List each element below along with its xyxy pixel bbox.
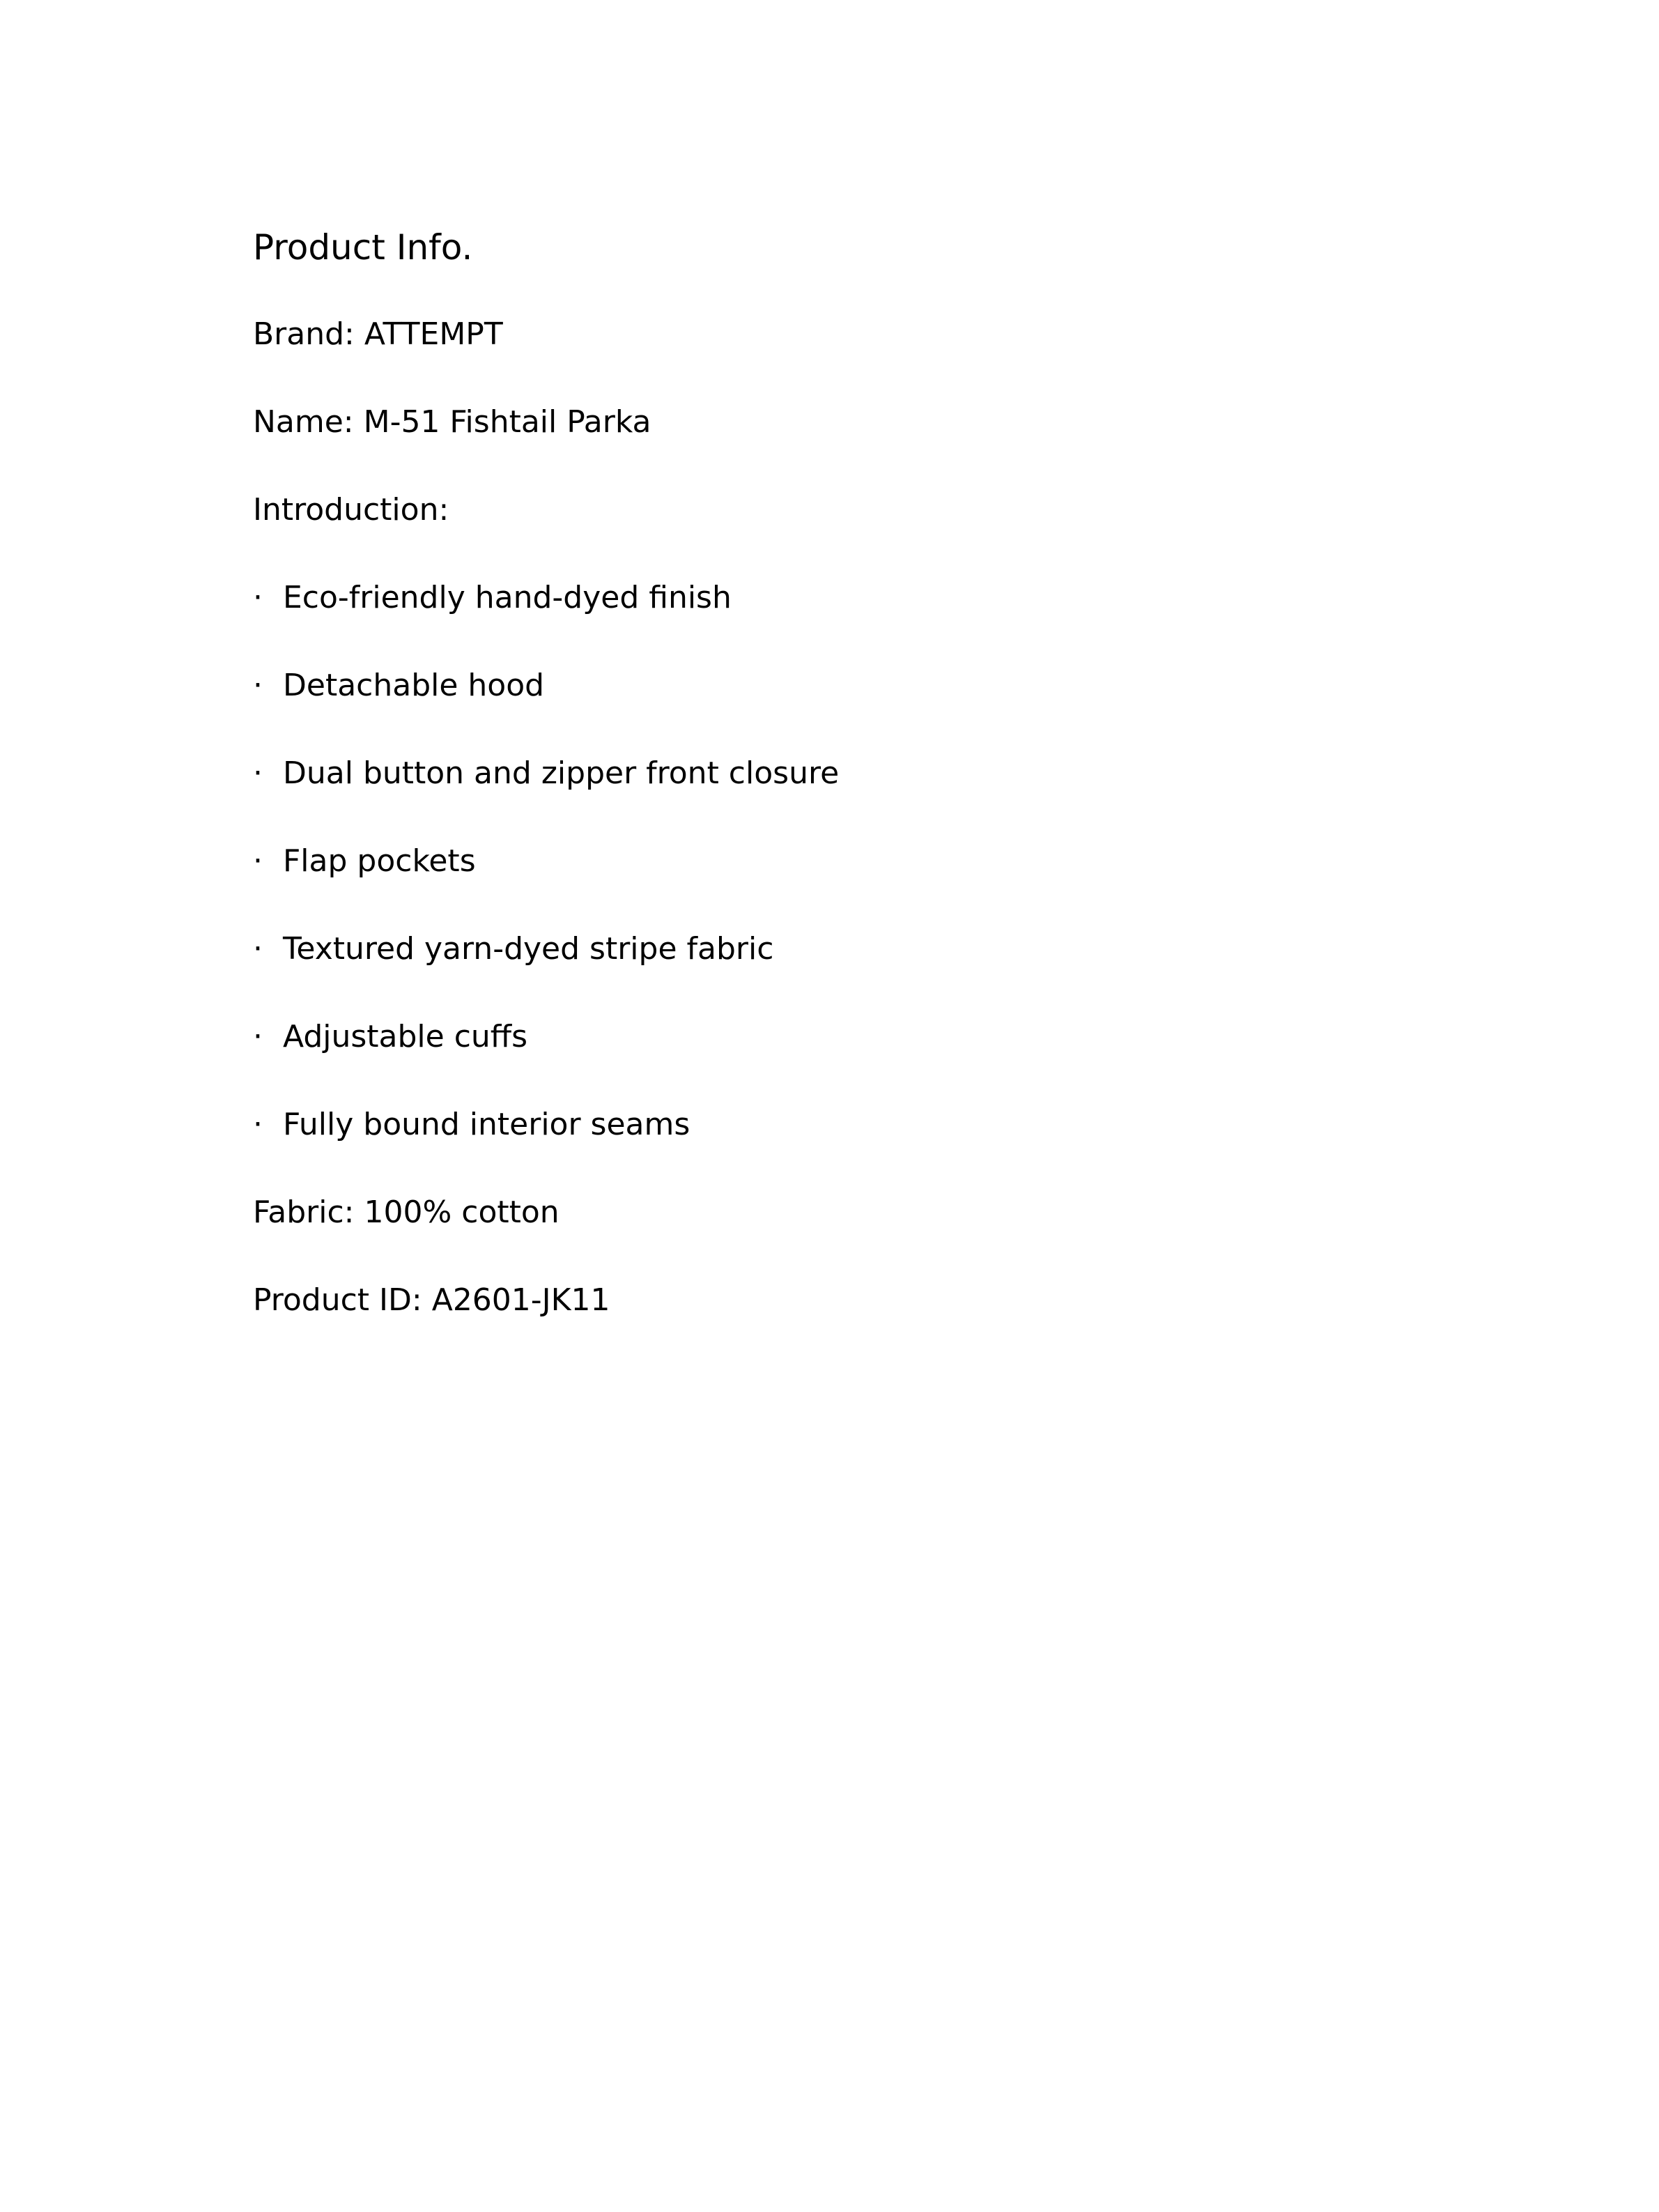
- feature-item: [253, 1015, 527, 1059]
- bullet-icon: ·: [253, 931, 263, 967]
- bullet-icon: ·: [253, 580, 263, 615]
- feature-text: Fully bound interior seams: [283, 1107, 690, 1142]
- feature-item: [253, 663, 544, 708]
- brand-line: Brand: ATTEMPT: [253, 316, 503, 352]
- feature-text: Adjustable cuffs: [283, 1019, 528, 1054]
- name-line: Name: M‑51 Fishtail Parka: [253, 404, 651, 440]
- feature-text: Dual button and zipper front closure: [283, 755, 840, 791]
- bullet-icon: ·: [253, 668, 263, 703]
- bullet-icon: ·: [253, 1019, 263, 1054]
- feature-item: [253, 1103, 690, 1147]
- bullet-icon: ·: [253, 755, 263, 791]
- product-id-line: Product ID: A2601‑JK11: [253, 1282, 610, 1318]
- page-title: Product Info.: [253, 227, 473, 268]
- feature-item: [253, 576, 732, 620]
- bullet-icon: ·: [253, 1107, 263, 1142]
- feature-item: [253, 927, 773, 971]
- feature-item: [253, 839, 476, 884]
- feature-text: Textured yarn‑dyed stripe fabric: [283, 931, 774, 967]
- introduction-label: Introduction:: [253, 492, 449, 528]
- feature-item: [253, 751, 839, 796]
- feature-text: Flap pockets: [283, 843, 476, 879]
- feature-text: Detachable hood: [283, 668, 545, 703]
- fabric-line: Fabric: 100% cotton: [253, 1195, 560, 1230]
- feature-text: Eco‑friendly hand‑dyed finish: [283, 580, 732, 615]
- bullet-icon: ·: [253, 843, 263, 879]
